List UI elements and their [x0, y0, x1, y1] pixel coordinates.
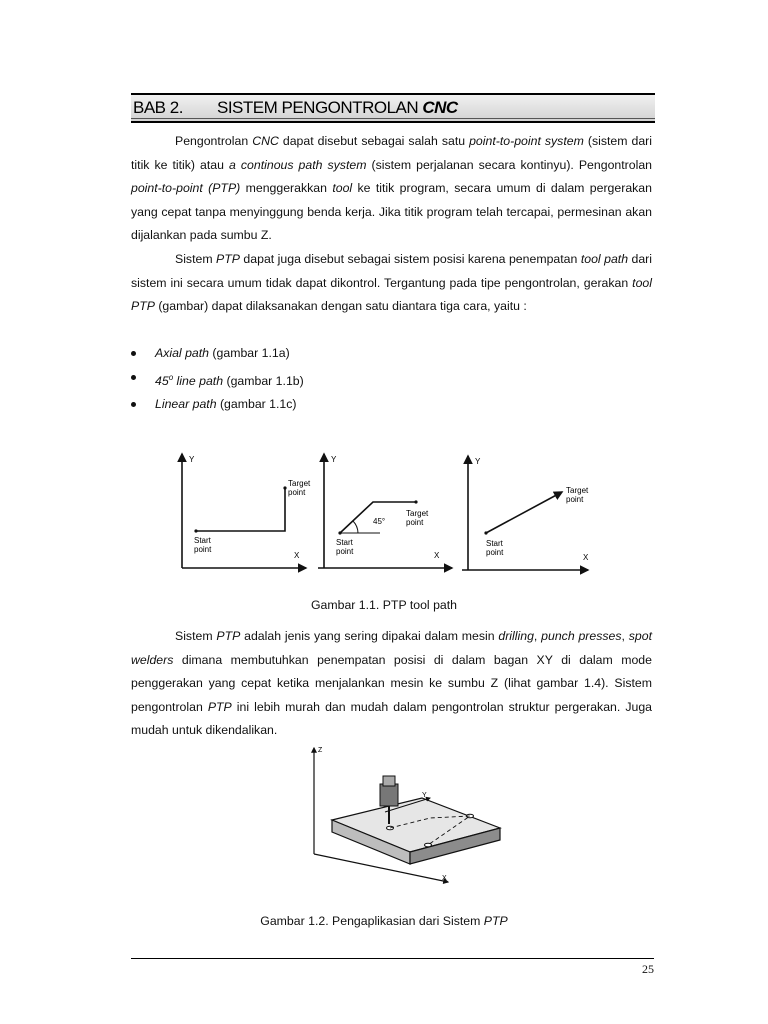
target-label-2: point: [566, 495, 584, 504]
chapter-heading: [131, 93, 655, 123]
p1-text-e: (sistem dari titik ke titik) atau: [131, 134, 653, 172]
list-item-rest: (gambar 1.1b): [223, 373, 304, 388]
p3-text-e: ,: [533, 629, 542, 643]
p3-text-c: adalah jenis yang sering dipakai dalam mesin: [240, 629, 499, 643]
target-label: Target: [566, 486, 589, 495]
path-type-list: [131, 342, 304, 417]
heading-rule: [131, 118, 655, 119]
p1-em-d: point-to-point system: [469, 134, 584, 148]
list-item-em2: line path: [173, 373, 224, 388]
bullet-icon: [131, 402, 136, 407]
list-item-sup: o: [168, 372, 174, 382]
list-item: [131, 366, 304, 394]
bullet-icon: [131, 351, 136, 356]
start-label-2: point: [486, 548, 504, 557]
p1-text-k: ke titik program, secara umum di dalam pergerakan yang cepat tanpa menyinggung benda kerja. Jika titik program telah tercapai, permesinan akan dijalankan pada sumbu Z.: [131, 181, 652, 243]
chapter-title-text: SISTEM PENGONTROLAN: [217, 98, 419, 117]
p1-text-c: dapat disebut sebagai salah satu: [278, 134, 470, 148]
p1-text-i: menggerakkan: [240, 181, 333, 196]
p1-em-b: CNC: [252, 134, 279, 148]
panel-45-line-path: [318, 454, 452, 568]
figure-2-caption-text: Gambar 1.2. Pengaplikasian dari Sistem: [260, 914, 484, 928]
p3-em-h: spot welders: [131, 629, 653, 667]
start-label: Start: [486, 539, 503, 548]
list-item-rest: (gambar 1.1a): [209, 346, 290, 360]
chapter-title: [217, 98, 458, 118]
target-label-2: point: [406, 518, 424, 527]
p3-text-k: ini lebih murah dan mudah dalam pengontrolan struktur pergerakan. Juga mudah untuk dikendalikan.: [131, 699, 652, 738]
chapter-title-emphasis: CNC: [422, 98, 458, 117]
x-axis-label: X: [434, 551, 440, 560]
p2-em-b: PTP: [216, 252, 240, 266]
p2-text-c: dapat juga disebut sebagai sistem posisi karena penempatan: [239, 252, 581, 266]
y-axis-label: Y: [331, 455, 337, 464]
list-item-rest: (gambar 1.1c): [216, 397, 297, 412]
target-label: Target: [406, 509, 429, 518]
bullet-icon: [131, 375, 136, 380]
p3-em-d: drilling: [498, 629, 534, 643]
paragraph-1: [131, 130, 652, 248]
p2-em-d: tool path: [580, 252, 629, 266]
ptp-application-figure: [300, 742, 520, 902]
p2-text-g: (gambar) dapat dilaksanakan dengan satu diantara tiga cara, yaitu :: [154, 299, 527, 314]
panel-linear-path: [462, 456, 589, 570]
start-label: Start: [336, 538, 353, 547]
angle-label: 45°: [373, 517, 386, 526]
chapter-number: BAB 2.: [133, 98, 183, 117]
p3-em-j: PTP: [207, 699, 232, 714]
list-item-em: 45: [155, 373, 169, 388]
p3-text-a: Sistem: [175, 629, 217, 643]
list-item: [131, 393, 304, 417]
paragraph-3: [131, 625, 652, 743]
p1-em-j: tool: [332, 181, 353, 196]
paragraph-2: [131, 248, 652, 319]
p2-em-f: tool PTP: [131, 275, 652, 314]
z-axis-label: Z: [318, 747, 323, 754]
p1-text-g: (sistem perjalanan secara kontinyu). Pengontrolan: [366, 157, 653, 172]
target-label: Target: [288, 479, 311, 488]
p3-em-f: punch presses: [541, 629, 622, 643]
p3-text-g: ,: [621, 629, 629, 643]
figure-2-caption: [0, 914, 768, 928]
target-label-2: point: [288, 488, 306, 497]
list-item: [131, 342, 304, 366]
start-label-2: point: [194, 545, 212, 554]
x-axis-label: X: [442, 875, 447, 882]
start-label-2: point: [336, 547, 354, 556]
y-axis-label: Y: [189, 455, 195, 464]
list-item-em: Linear path: [155, 397, 217, 412]
list-item-em: Axial path: [155, 346, 210, 360]
figure-2-caption-em: PTP: [483, 914, 508, 928]
start-label: Start: [194, 536, 211, 545]
panel-axial-path: [182, 454, 311, 568]
y-axis-label: Y: [422, 792, 427, 799]
footer-rule: [131, 958, 654, 959]
p1-text-a: Pengontrolan: [175, 134, 253, 148]
y-axis-label: Y: [475, 457, 481, 466]
p2-text-e: dari sistem ini secara umum tidak dapat dikontrol. Tergantung pada tipe pengontrolan, gerakan: [131, 252, 653, 290]
x-axis-label: X: [294, 551, 300, 560]
x-axis-label: X: [583, 553, 589, 562]
figure-1-caption: Gambar 1.1. PTP tool path: [310, 598, 458, 612]
p1-em-f: a continous path system: [229, 157, 367, 172]
p3-text-i: dimana membutuhkan penempatan posisi di dalam bagan XY di dalam mode penggerakan yang cepat ketika menjalankan mesin ke sumbu Z (lihat gambar 1.4). Sistem pengontrolan: [131, 652, 652, 714]
p3-em-b: PTP: [216, 629, 241, 643]
page-number: 25: [642, 962, 654, 976]
ptp-tool-path-figure: [170, 446, 590, 591]
p2-text-a: Sistem: [175, 252, 217, 266]
p1-em-h: point-to-point (PTP): [131, 181, 241, 196]
